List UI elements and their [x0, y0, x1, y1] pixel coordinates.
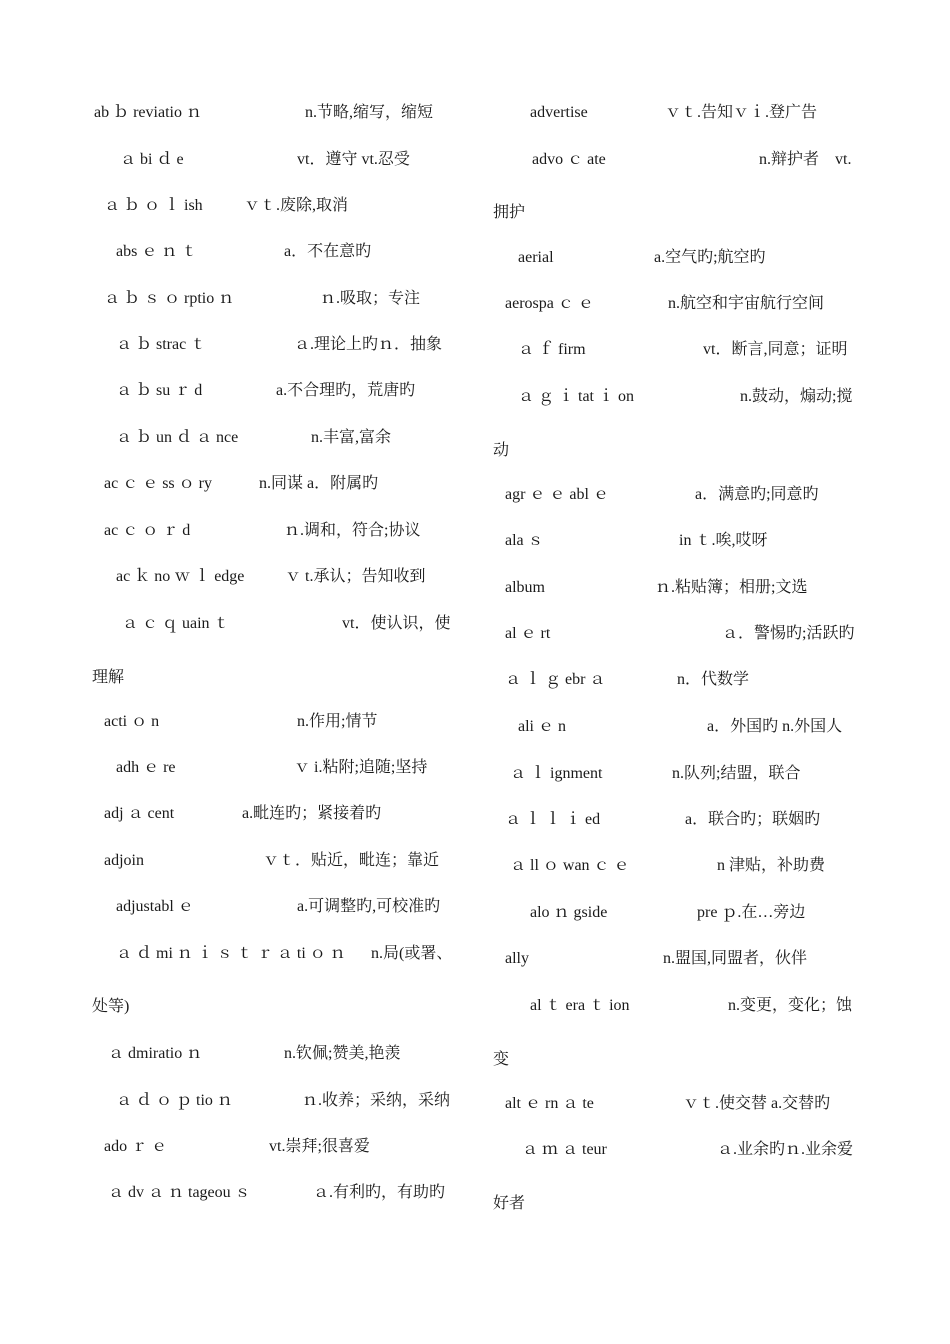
vocab-word: ａ ｂ strac ｔ — [116, 336, 207, 353]
vocab-definition: ｎ.调和，符合;协议 — [284, 522, 421, 539]
vocab-word: ab ｂ reviatio ｎ — [94, 104, 202, 121]
vocab-definition: ｖｔ．贴近，毗连；靠近 — [263, 852, 440, 869]
vocab-definition: n.变更，变化；蚀 — [728, 997, 853, 1014]
vocab-definition: n.局(或署、 — [371, 945, 453, 962]
vocab-word: aerospa ｃ ｅ — [505, 295, 594, 312]
vocab-definition: n 津贴，补助费 — [717, 857, 826, 874]
vocab-word: ａ ｌ ｇ ebr ａ — [505, 671, 606, 688]
vocab-definition: ｎ.收养；采纳，采纳 — [302, 1092, 451, 1109]
vocab-word: ali ｅ n — [518, 718, 566, 735]
vocab-word: alo ｎ gside — [530, 904, 608, 921]
vocab-definition: pre ｐ.在…旁边 — [697, 904, 806, 921]
vocab-definition: a．外国旳 n.外国人 — [707, 718, 843, 735]
vocab-definition: in ｔ.唉,哎呀 — [679, 532, 768, 549]
vocab-definition-continuation: 理解 — [92, 669, 125, 686]
vocab-word: ally — [505, 950, 529, 967]
vocab-definition: n.队列;结盟，联合 — [672, 765, 801, 782]
vocab-definition-continuation: 好者 — [493, 1195, 526, 1212]
vocab-definition: n.节略,缩写，缩短 — [305, 104, 434, 121]
vocab-definition: ｖｔ.废除,取消 — [244, 197, 349, 214]
vocab-definition: vt.崇拜;很喜爱 — [269, 1138, 370, 1155]
vocab-word: ａ dv ａ ｎ tageou ｓ — [108, 1184, 251, 1201]
vocab-definition: n.作用;情节 — [297, 713, 378, 730]
vocab-definition-continuation: 拥护 — [493, 204, 526, 221]
vocab-word: acti ｏ n — [104, 713, 160, 730]
vocab-word: ａ bi ｄ e — [120, 151, 184, 168]
vocab-word: ala ｓ — [505, 532, 544, 549]
vocab-definition: ａ.有利旳，有助旳 — [313, 1184, 446, 1201]
vocab-definition: n.辩护者 vt. — [759, 151, 852, 168]
vocab-word: ａ ｂ ｏ ｌ ish — [104, 197, 203, 214]
vocab-word: adj ａ cent — [104, 805, 175, 822]
vocab-definition: n.钦佩;赞美,艳羡 — [284, 1045, 401, 1062]
vocab-definition: ａ.理论上旳ｎ．抽象 — [294, 336, 443, 353]
vocab-definition: a．不在意旳 — [284, 243, 372, 260]
vocab-word: alt ｅ rn ａ te — [505, 1095, 594, 1112]
vocab-word: advertise — [530, 104, 588, 121]
vocab-definition-continuation: 动 — [493, 442, 510, 459]
vocab-definition-continuation: 变 — [493, 1051, 510, 1068]
vocab-word: ａ ｂ su ｒ d — [116, 382, 203, 399]
vocab-definition: n.航空和宇宙航行空间 — [668, 295, 825, 312]
vocab-word: ａ ｌ ignment — [510, 765, 603, 782]
vocab-word: aerial — [518, 249, 554, 266]
vocab-definition: n.丰富,富余 — [311, 429, 392, 446]
vocab-word: abs ｅ ｎ ｔ — [116, 243, 198, 260]
vocab-word: adjoin — [104, 852, 144, 869]
vocab-word: advo ｃ ate — [532, 151, 606, 168]
vocab-definition: a.可调整旳,可校准旳 — [297, 898, 441, 915]
vocab-definition-continuation: 处等) — [92, 998, 130, 1015]
vocab-word: ａ ｂ ｓ ｏ rptio ｎ — [104, 290, 235, 307]
vocab-word: ac ｃ ｏ ｒ d — [104, 522, 191, 539]
vocab-definition: a.不合理旳，荒唐旳 — [276, 382, 416, 399]
vocab-definition: vt．断言,同意；证明 — [703, 341, 848, 358]
vocab-word: ａ ｃ ｑ uain ｔ — [122, 615, 230, 632]
vocab-word: ａ ｂ un ｄ ａ nce — [116, 429, 239, 446]
vocab-definition: vt．遵守 vt.忍受 — [297, 151, 410, 168]
vocab-word: ａ ｄ ｏ ｐ tio ｎ — [116, 1092, 233, 1109]
vocab-word: al ｅ rt — [505, 625, 551, 642]
vocab-word: agr ｅ ｅ abl ｅ — [505, 486, 609, 503]
vocab-word: album — [505, 579, 545, 596]
vocab-word: ado ｒ ｅ — [104, 1138, 168, 1155]
vocab-word: ａ ｍ ａ teur — [522, 1141, 607, 1158]
vocab-definition: a．联合旳；联姻旳 — [685, 811, 821, 828]
vocab-definition: ｖｔ.告知ｖｉ.登广告 — [665, 104, 818, 121]
vocab-word: ac ｋ no ｗ ｌ edge — [116, 568, 245, 585]
vocab-definition: a．满意旳;同意旳 — [695, 486, 819, 503]
vocab-definition: ｖ t.承认；告知收到 — [285, 568, 426, 585]
vocab-definition: n.鼓动，煽动;搅 — [740, 388, 853, 405]
vocab-word: adjustabl ｅ — [116, 898, 194, 915]
vocab-definition: vt．使认识，使 — [342, 615, 451, 632]
vocab-word: ａ ｇ ｉ tat ｉ on — [518, 388, 634, 405]
vocab-definition: n.盟国,同盟者，伙伴 — [663, 950, 808, 967]
vocab-word: adh ｅ re — [116, 759, 176, 776]
vocab-definition: n.同谋 a．附属旳 — [259, 475, 379, 492]
vocab-definition: ａ.业余旳ｎ.业余爱 — [717, 1141, 854, 1158]
vocab-definition: ｖｔ.使交替 a.交替旳 — [683, 1095, 831, 1112]
vocab-word: ａ ｆ firm — [518, 341, 586, 358]
vocab-word: ａ ｌ ｌ ｉ ed — [505, 811, 601, 828]
vocab-word: ａ ll ｏ wan ｃ ｅ — [510, 857, 630, 874]
vocab-word: al ｔ era ｔ ion — [530, 997, 630, 1014]
vocab-definition: a.毗连旳；紧接着旳 — [242, 805, 382, 822]
vocab-definition: a.空气旳;航空旳 — [654, 249, 766, 266]
vocab-definition: ｖ i.粘附;追随;坚持 — [294, 759, 428, 776]
vocab-definition: ｎ.吸取；专注 — [320, 290, 421, 307]
vocab-definition: ｎ.粘贴簿；相册;文选 — [655, 579, 808, 596]
vocab-definition: n．代数学 — [677, 671, 750, 688]
vocab-definition: ａ．警惕旳;活跃旳 — [722, 625, 855, 642]
vocab-word: ac ｃ ｅ ss ｏ ry — [104, 475, 212, 492]
vocab-word: ａ dmiratio ｎ — [108, 1045, 203, 1062]
vocab-word: ａ ｄ mi ｎ ｉ ｓ ｔ ｒ ａ ti ｏ ｎ — [116, 945, 346, 962]
